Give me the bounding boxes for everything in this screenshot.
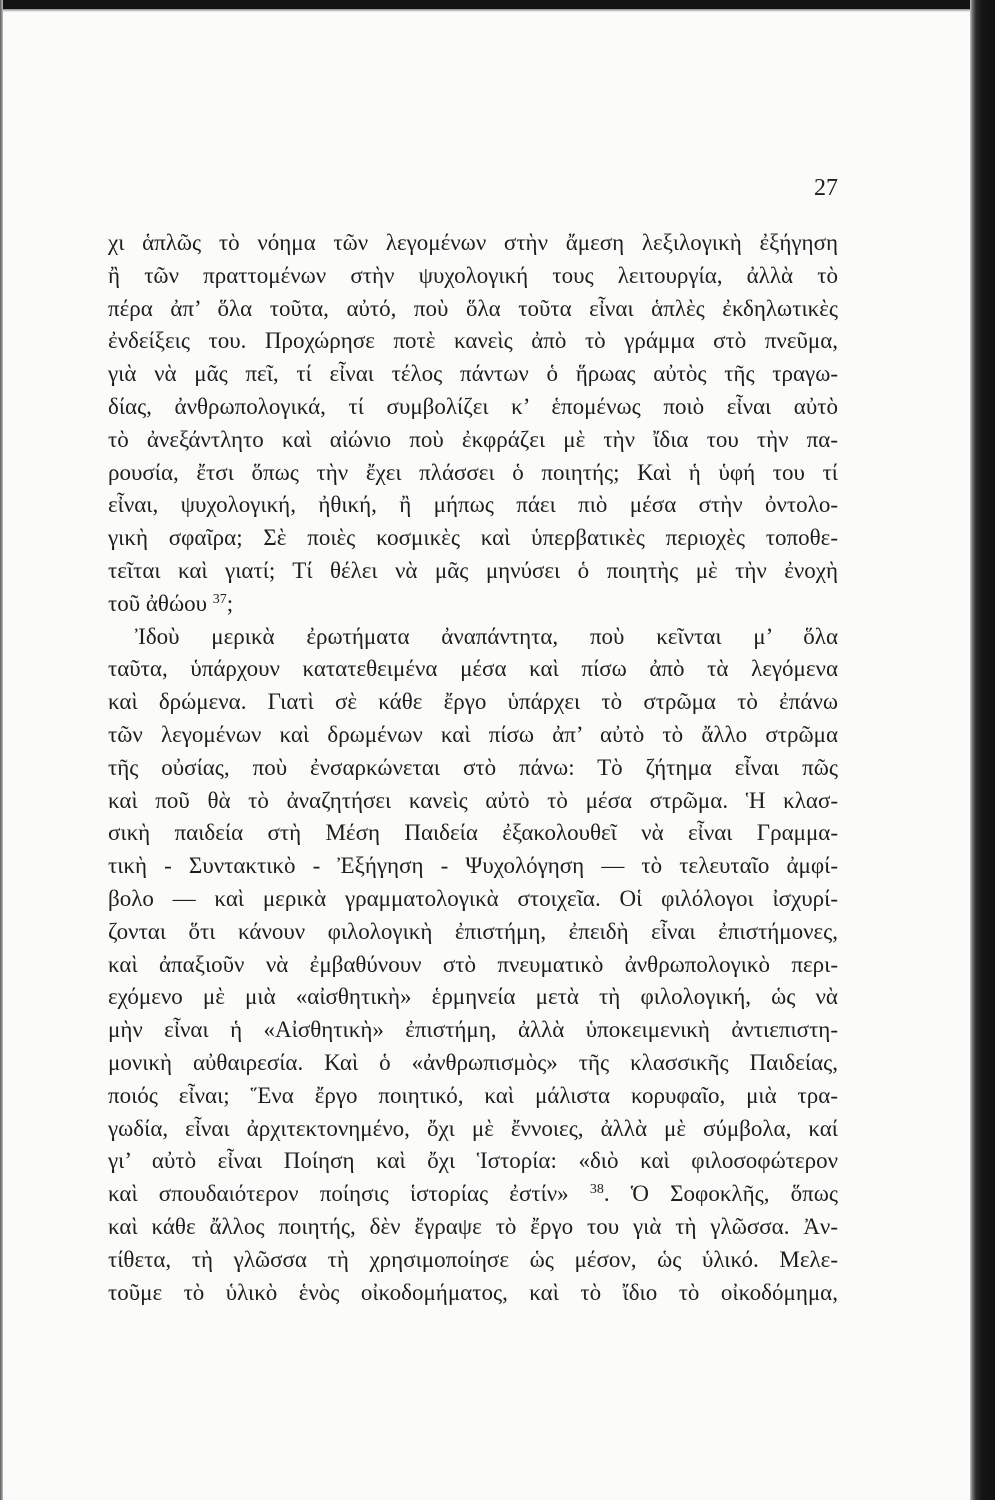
text-line: καὶ ἀπαξιοῦν νὰ ἐμβαθύνουν στὸ πνευματικὸ ἀνθρωπολογικὸ περι- [108,951,838,977]
body-text [108,227,838,1309]
line-text: ; [226,590,234,616]
text-line: τίθετα, τὴ γλῶσσα τὴ χρησιμοποίησε ὡς μέσον, ὡς ὑλικό. Μελε- [108,1246,838,1272]
text-line: πέρα ἀπ’ ὅλα τοῦτα, αὐτό, ποὺ ὅλα τοῦτα εἶναι ἁπλὲς ἐκδηλωτικὲς [108,295,838,321]
text-line: ρουσία, ἔτσι ὅπως τὴν ἔχει πλάσσει ὁ ποιητής; Καὶ ἡ ὑφή του τί [108,459,838,485]
scan-border-right [970,0,995,1500]
text-line: τεῖται καὶ γιατί; Τί θέλει νὰ μᾶς μηνύσει ὁ ποιητὴς μὲ τὴν ἐνοχὴ [108,557,838,583]
text-line: εχόμενο μὲ μιὰ «αἰσθητικὴ» ἑρμηνεία μετὰ τὴ φιλολογική, ὡς νὰ [108,984,838,1010]
text-line: ἐνδείξεις του. Προχώρησε ποτὲ κανεὶς ἀπὸ τὸ γράμμα στὸ πνεῦμα, [108,328,838,354]
text-line: βολο — καὶ μερικὰ γραμματολογικὰ στοιχεῖα. Οἱ φιλόλογοι ἰσχυρί- [108,885,838,911]
text-line: τῆς οὐσίας, ποὺ ἐνσαρκώνεται στὸ πάνω: Τὸ ζήτημα εἶναι πῶς [108,754,838,780]
text-line: τὸ ἀνεξάντλητο καὶ αἰώνιο ποὺ ἐκφράζει μὲ τὴν ἴδια του τὴν πα- [108,426,838,452]
text-line: μὴν εἶναι ἡ «Αἰσθητικὴ» ἐπιστήμη, ἀλλὰ ὑποκειμενικὴ ἀντιεπιστη- [108,1017,838,1043]
page-number: 27 [814,175,838,201]
text-line: ἢ τῶν πραττομένων στὴν ψυχολογική τους λειτουργία, ἀλλὰ τὸ [108,262,838,288]
text-line: χι ἁπλῶς τὸ νόημα τῶν λεγομένων στὴν ἄμεση λεξιλογικὴ ἐξήγηση [108,230,838,255]
footnote-ref: 38 [589,1182,604,1198]
footnote-ref: 37 [212,591,227,607]
text-line: σικὴ παιδεία στὴ Μέση Παιδεία ἐξακολουθεῖ νὰ εἶναι Γραμμα- [108,820,838,846]
text-line: εἶναι, ψυχολογική, ἠθική, ἢ μήπως πάει πιὸ μέσα στὴν ὀντολο- [108,492,838,518]
scan-border-top-shadow [0,9,976,12]
scan-border-top [0,0,976,9]
line-text: τοῦ ἀθώου [108,590,213,616]
line-text: καὶ σπουδαιότερον ποίησις ἱστορίας ἐστίν» [108,1181,590,1207]
text-line: δίας, ἀνθρωπολογικά, τί συμβολίζει κ’ ἑπομένως ποιὸ εἶναι αὐτὸ [108,393,838,419]
line-text: . Ὁ Σοφοκλῆς, ὅπως [603,1181,838,1207]
text-line: καὶ δρώμενα. Γιατὶ σὲ κάθε ἔργο ὑπάρχει τὸ στρῶμα τὸ ἐπάνω [108,689,838,715]
text-line: τικὴ - Συντακτικὸ - Ἐξήγηση - Ψυχολόγηση — τὸ τελευταῖο ἀμφί- [108,853,838,879]
paragraph [108,621,838,1310]
text-line: καὶ κάθε ἄλλος ποιητής, δὲν ἔγραψε τὸ ἔργο του γιὰ τὴ γλῶσσα. Ἀν- [108,1213,838,1239]
text-line: γι’ αὐτὸ εἶναι Ποίηση καὶ ὄχι Ἱστορία: «διὸ καὶ φιλοσοφώτερον [108,1148,838,1174]
text-line: τῶν λεγομένων καὶ δρωμένων καὶ πίσω ἀπ’ αὐτὸ τὸ ἄλλο στρῶμα [108,721,838,747]
text-line [108,1178,838,1211]
text-line: γικὴ σφαῖρα; Σὲ ποιὲς κοσμικὲς καὶ ὑπερβατικὲς περιοχὲς τοποθε- [108,525,838,551]
text-line: μονικὴ αὐθαιρεσία. Καὶ ὁ «ἀνθρωπισμὸς» τῆς κλασσικῆς Παιδείας, [108,1049,838,1075]
paragraph [108,227,838,621]
text-line: ταῦτα, ὑπάρχουν κατατεθειμένα μέσα καὶ πίσω ἀπὸ τὰ λεγόμενα [108,656,838,682]
text-line: ποιός εἶναι; Ἕνα ἔργο ποιητικό, καὶ μάλιστα κορυφαῖο, μιὰ τρα- [108,1082,838,1108]
text-line: τοῦμε τὸ ὑλικὸ ἑνὸς οἰκοδομήματος, καὶ τὸ ἴδιο τὸ οἰκοδόμημα, [108,1279,838,1305]
text-line: καὶ ποῦ θὰ τὸ ἀναζητήσει κανεὶς αὐτὸ τὸ μέσα στρῶμα. Ἡ κλασ- [108,787,838,813]
text-line: γιὰ νὰ μᾶς πεῖ, τί εἶναι τέλος πάντων ὁ ἥρωας αὐτὸς τῆς τραγω- [108,361,838,387]
text-line: Ἰδοὺ μερικὰ ἐρωτήματα ἀναπάντητα, ποὺ κεῖνται μ’ ὅλα [135,623,838,649]
scan-border-left [0,0,3,1500]
text-line: ζονται ὅτι κάνουν φιλολογικὴ ἐπιστήμη, ἐπειδὴ εἶναι ἐπιστήμονες, [108,918,838,944]
text-line [108,588,838,621]
text-line: γωδία, εἶναι ἀρχιτεκτονημένο, ὄχι μὲ ἔννοιες, ἀλλὰ μὲ σύμβολα, καί [108,1115,838,1141]
